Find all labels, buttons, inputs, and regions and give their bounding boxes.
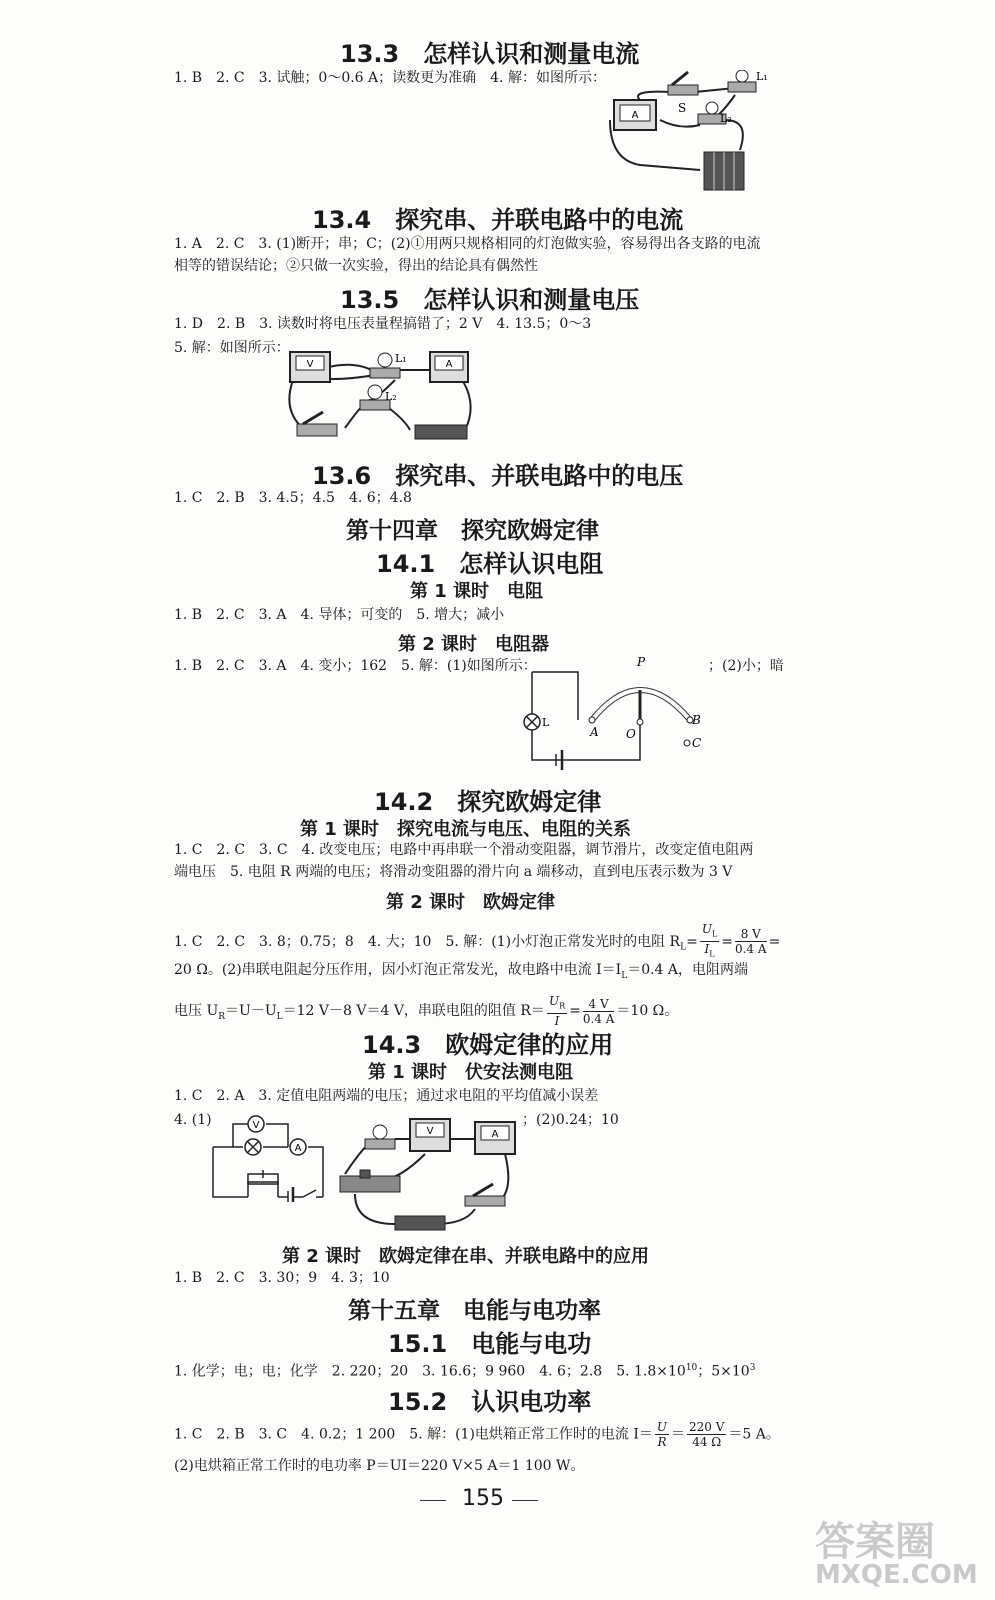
- frac-num-sub: L: [711, 929, 718, 939]
- answers-14-3-1-line2a: 4. (1): [174, 1112, 212, 1128]
- frac-den: R: [657, 1435, 667, 1449]
- subscript-l: L: [276, 1012, 283, 1022]
- answers-15-2-line2: (2)电烘箱正常工作时的电功率 P＝UI＝220 V×5 A＝1 100 W。: [174, 1458, 585, 1474]
- line3-part-b: ＝U－U: [225, 1003, 277, 1020]
- answers-14-2-2-line1: [174, 922, 780, 962]
- section-title-13-4: 13.4 探究串、并联电路中的电流: [312, 206, 684, 234]
- exponent: 10: [685, 1363, 698, 1373]
- lamp-l2-label: L₂: [385, 390, 397, 403]
- subscript-r: R: [218, 1012, 226, 1022]
- answers-14-3-2: 1. B 2. C 3. 30；9 4. 3；10: [174, 1270, 390, 1286]
- fraction-ur-i: [547, 994, 567, 1028]
- answers-15-1: [174, 1358, 755, 1382]
- lesson-title-14-1-1: 第 1 课时 电阻: [410, 581, 544, 602]
- frac-num: U: [656, 1420, 668, 1434]
- voltmeter-label: V: [252, 1120, 260, 1131]
- lesson-title-14-2-1: 第 1 课时 探究电流与电压、电阻的关系: [300, 819, 632, 840]
- fraction-4v-04a: [583, 997, 615, 1026]
- answers-14-1-2: 1. B 2. C 3. A 4. 变小；162 5. 解：(1)如图所示：: [174, 658, 537, 674]
- answers-14-3-1-line1: 1. C 2. A 3. 定值电阻两端的电压；通过求电阻的平均值减小误差: [174, 1088, 599, 1104]
- terminal-a-label: A: [590, 725, 599, 739]
- line2-text: 20 Ω。(2)串联电阻起分压作用，因小灯泡正常发光，故电路中电流 I＝I: [174, 962, 622, 978]
- answers-14-1-2-tail: ；(2)小；暗: [708, 658, 784, 674]
- answers-part-b: ；5×10: [697, 1363, 750, 1380]
- exponent: 3: [749, 1363, 756, 1373]
- frac-num: 8 V: [735, 927, 767, 942]
- equals-sign: =: [686, 933, 698, 950]
- circuit-diagram-14-3: [208, 1112, 328, 1202]
- answers-13-5-line2: 5. 解：如图所示：: [174, 340, 290, 356]
- section-title-15-1: 15.1 电能与电功: [388, 1330, 592, 1358]
- line2-tail: ＝0.4 A，电阻两端: [627, 962, 749, 978]
- frac-den: 0.4 A: [582, 1011, 615, 1026]
- equals-sign: =: [569, 1003, 581, 1020]
- fraction-ul-il: [700, 922, 719, 962]
- rheostat-figure-14-1: [520, 650, 710, 775]
- answers-13-5-line1: 1. D 2. B 3. 读数时将电压表量程搞错了；2 V 4. 13.5；0～3: [174, 316, 592, 332]
- line1-part-b: ＝5 A。: [728, 1426, 780, 1443]
- answers-15-2-line1: [174, 1420, 780, 1449]
- terminal-o-label: O: [626, 727, 636, 741]
- answers-14-1-1: 1. B 2. C 3. A 4. 导体；可变的 5. 增大；减小: [174, 607, 505, 623]
- answers-part-a: 1. 化学；电；电；化学 2. 220；20 3. 16.6；9 960 4. 6；2.8 5. 1.8×10: [174, 1363, 686, 1380]
- watermark-url: MXQE.COM: [815, 1560, 978, 1590]
- answers-14-2-1-line2: 端电压 5. 电阻 R 两端的电压；将滑动变阻器的滑片向 a 端移动，直到电压表示数为 3 V: [174, 864, 733, 880]
- circuit-figure-13-5: [285, 340, 480, 450]
- subscript-l: L: [621, 970, 628, 981]
- answers-13-3: 1. B 2. C 3. 试触；0～0.6 A；读数更为准确 4. 解：如图所示：: [174, 70, 606, 86]
- line3-part-c: ＝12 V－8 V＝4 V，串联电阻的阻值 R＝: [282, 1003, 545, 1020]
- slider-p-label: P: [637, 655, 646, 669]
- page-number: 155: [462, 1486, 504, 1511]
- line1-part-a: 1. C 2. B 3. C 4. 0.2；1 200 5. 解：(1)电烘箱正常工作时的电流 I＝: [174, 1426, 653, 1443]
- answers-14-2-2-line2: [174, 960, 748, 986]
- ammeter-label: A: [294, 1143, 302, 1154]
- ammeter-label: A: [491, 1129, 499, 1140]
- frac-den-sub: L: [709, 949, 715, 959]
- frac-num-sub: R: [559, 1001, 566, 1011]
- terminal-c-label: C: [692, 736, 702, 750]
- answers-14-2-2-line3: [174, 994, 678, 1028]
- ammeter-label: A: [445, 359, 453, 370]
- frac-num: U: [548, 994, 560, 1008]
- section-title-13-6: 13.6 探究串、并联电路中的电压: [312, 462, 684, 490]
- page-rule-right: [512, 1500, 538, 1501]
- lesson-title-14-3-2: 第 2 课时 欧姆定律在串、并联电路中的应用: [282, 1246, 650, 1267]
- fraction-u-r: [655, 1420, 669, 1449]
- equals-sign: =: [768, 933, 781, 950]
- frac-den: 0.4 A: [734, 942, 767, 957]
- lesson-title-14-1-2: 第 2 课时 电阻器: [398, 634, 550, 655]
- watermark-logo: 答案圈: [815, 1519, 935, 1565]
- section-title-14-1: 14.1 怎样认识电阻: [376, 550, 604, 578]
- lamp-label: L: [542, 716, 550, 729]
- frac-num: U: [701, 922, 712, 936]
- frac-den: I: [554, 1014, 560, 1029]
- answers-13-4-line1: 1. A 2. C 3. (1)断开；串；C；(2)①用两只规格相同的灯泡做实验，容易得出各支路的电流: [174, 236, 761, 252]
- lamp-l2-label: L₂: [720, 112, 732, 125]
- section-title-13-5: 13.5 怎样认识和测量电压: [340, 286, 640, 314]
- answers-14-3-1-line2b: ；(2)0.24；10: [522, 1112, 619, 1128]
- answers-14-2-1-line1: 1. C 2. C 3. C 4. 改变电压；电路中再串联一个滑动变阻器，调节滑片，改变定值电阻两: [174, 842, 754, 858]
- chapter-title-15: 第十五章 电能与电功率: [348, 1297, 601, 1324]
- lesson-title-14-3-1: 第 1 课时 伏安法测电阻: [368, 1062, 574, 1083]
- frac-num: 220 V: [689, 1420, 725, 1434]
- section-title-14-2: 14.2 探究欧姆定律: [374, 788, 602, 816]
- voltmeter-label: V: [426, 1126, 434, 1137]
- ammeter-label: A: [631, 110, 639, 121]
- lamp-l1-label: L₁: [756, 70, 768, 83]
- section-title-14-3: 14.3 欧姆定律的应用: [362, 1031, 614, 1059]
- line3-part-a: 电压 U: [174, 1003, 219, 1020]
- answers-13-4-line2: 相等的错误结论；②只做一次实验，得出的结论具有偶然性: [174, 258, 538, 274]
- frac-den: I: [704, 942, 710, 957]
- line1-text: 1. C 2. C 3. 8；0.75；8 4. 大；10 5. 解：(1)小灯泡正常发光时的电阻 R: [174, 933, 681, 950]
- circuit-figure-14-3: [335, 1114, 525, 1234]
- frac-den: 44 Ω: [692, 1435, 722, 1449]
- fraction-8v-04a: [735, 927, 767, 956]
- lesson-title-14-2-2: 第 2 课时 欧姆定律: [386, 892, 556, 913]
- equals-sign: =: [721, 933, 733, 950]
- section-title-13-3: 13.3 怎样认识和测量电流: [340, 40, 640, 68]
- section-title-15-2: 15.2 认识电功率: [388, 1388, 592, 1416]
- fraction-220v-44ohm: [687, 1420, 726, 1449]
- answers-13-6: 1. C 2. B 3. 4.5；4.5 4. 6；4.8: [174, 490, 412, 506]
- lamp-l1-label: L₁: [395, 352, 407, 365]
- page-rule-left: [420, 1500, 446, 1501]
- voltmeter-label: V: [306, 359, 314, 370]
- chapter-title-14: 第十四章 探究欧姆定律: [346, 517, 599, 544]
- subscript-l: L: [680, 942, 687, 953]
- line3-part-d: ＝10 Ω。: [616, 1003, 679, 1020]
- switch-label: S: [678, 101, 687, 115]
- terminal-b-label: B: [692, 713, 701, 727]
- frac-num: 4 V: [583, 997, 615, 1012]
- circuit-figure-13-3: [600, 70, 775, 195]
- equals-sign: ＝: [671, 1426, 686, 1443]
